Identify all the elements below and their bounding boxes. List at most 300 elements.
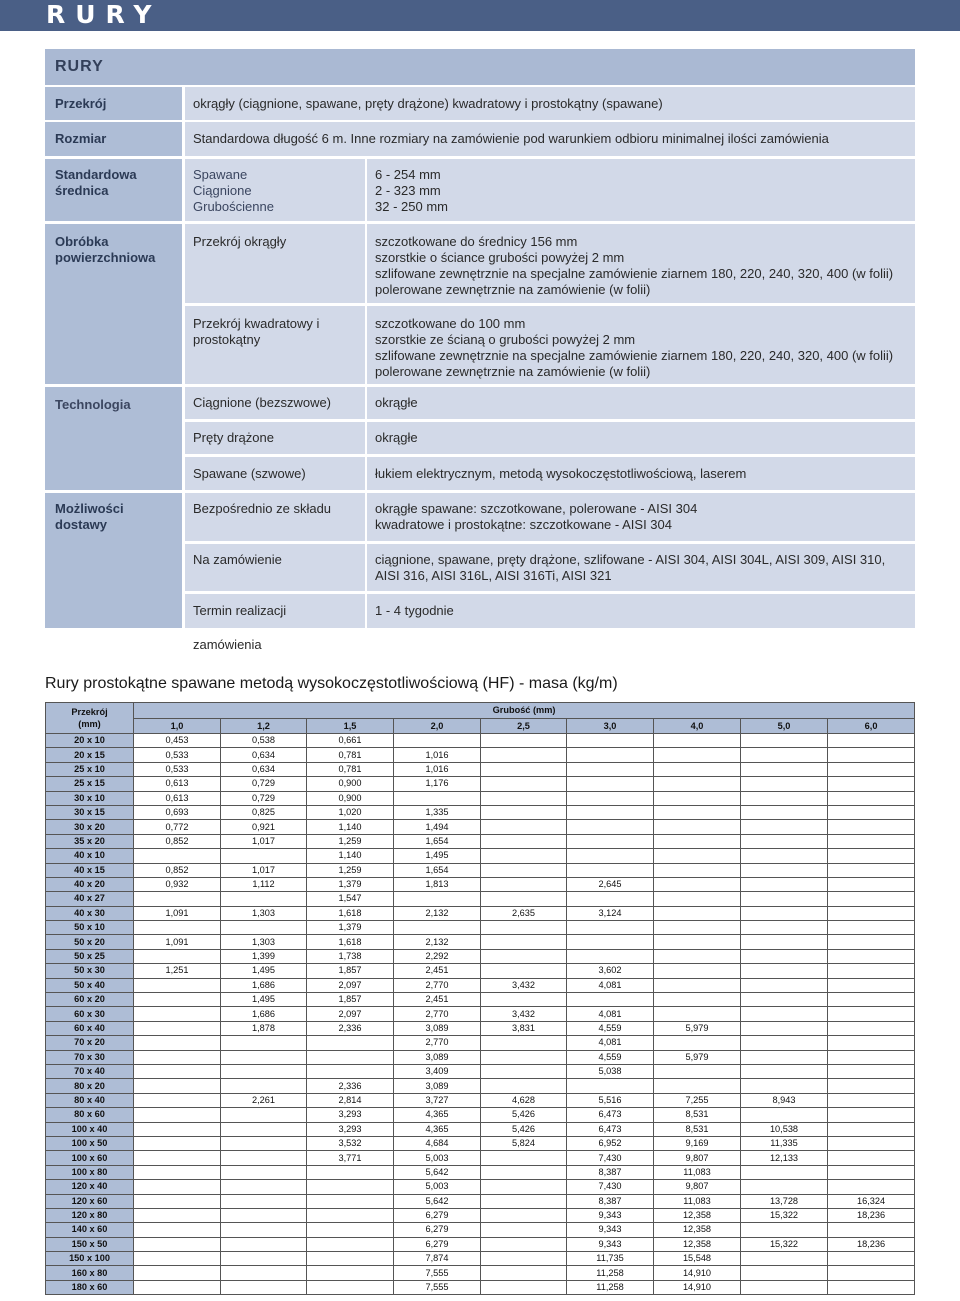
table-row [46,1036,915,1050]
row-size: 40 x 30 [46,906,134,920]
weight-cell [221,1208,307,1222]
weight-cell: 0,634 [221,748,307,762]
row-size: 70 x 40 [46,1064,134,1078]
weight-cell [741,1007,828,1021]
row-size: 25 x 15 [46,777,134,791]
weight-cell [481,849,567,863]
thickness-header: 3,0 [567,719,654,734]
weight-cell [567,791,654,805]
weight-cell [828,906,915,920]
weight-cell [828,877,915,891]
weight-cell [134,1237,221,1251]
weight-cell: 3,089 [394,1079,481,1093]
weight-cell: 1,379 [307,877,394,891]
thickness-header: 1,0 [134,719,221,734]
weight-cell: 2,097 [307,1007,394,1021]
weight-cell [221,1180,307,1194]
weight-cell [481,1036,567,1050]
weight-cell: 5,824 [481,1136,567,1150]
table-row [46,993,915,1007]
weight-cell: 0,661 [307,734,394,748]
weight-cell [654,849,741,863]
corner-line: Przekrój [71,707,108,717]
weight-cell [828,1007,915,1021]
label-line: Przekrój kwadratowy i [193,316,320,331]
weight-cell [741,1252,828,1266]
header-bar [0,0,960,31]
spec-heading: RURY [45,49,915,85]
table-row [46,734,915,748]
weight-cell: 9,343 [567,1223,654,1237]
weight-cell [828,791,915,805]
weight-cell: 1,251 [134,964,221,978]
row-size: 50 x 20 [46,935,134,949]
weight-cell: 6,279 [394,1237,481,1251]
weight-cell [654,820,741,834]
weight-cell [481,892,567,906]
weight-cell: 1,303 [221,935,307,949]
weight-cell [741,1280,828,1294]
weight-cell: 1,878 [221,1021,307,1035]
weight-cell [741,805,828,819]
weight-cell [741,762,828,776]
weight-cell: 1,303 [221,906,307,920]
weight-cell: 4,081 [567,1007,654,1021]
weight-cell [654,964,741,978]
weight-cell [567,748,654,762]
weight-cell [134,1165,221,1179]
weight-cell [567,734,654,748]
weight-cell [307,1223,394,1237]
weight-cell: 0,729 [221,777,307,791]
weight-cell [134,1079,221,1093]
type-line: Ciągnione [193,183,252,198]
table-row [46,762,915,776]
weight-cell [741,791,828,805]
weight-cell: 0,852 [134,834,221,848]
weight-cell: 1,857 [307,964,394,978]
thickness-header: 1,5 [307,719,394,734]
obrobka-square-label [185,306,365,384]
row-size: 50 x 10 [46,921,134,935]
weight-cell: 7,430 [567,1180,654,1194]
table-row [46,777,915,791]
weight-cell: 2,336 [307,1079,394,1093]
weight-cell: 0,533 [134,748,221,762]
weight-cell [828,1079,915,1093]
weight-cell [481,877,567,891]
weight-cell: 9,343 [567,1237,654,1251]
weight-cell [134,849,221,863]
weight-cell: 0,729 [221,791,307,805]
weight-cell [134,1136,221,1150]
type-line: Grubościenne [193,199,274,214]
weight-cell [828,1093,915,1107]
technologia-value: okrągłe [367,422,915,454]
weight-cell: 1,738 [307,949,394,963]
table-row [46,849,915,863]
weight-cell [567,820,654,834]
weight-cell: 0,533 [134,762,221,776]
weight-cell: 0,538 [221,734,307,748]
row-size: 100 x 80 [46,1165,134,1179]
weight-cell [481,777,567,791]
weight-cell [654,762,741,776]
weight-cell: 1,016 [394,762,481,776]
weight-cell [134,1093,221,1107]
table-row [46,949,915,963]
weight-cell: 2,132 [394,906,481,920]
weight-cell [134,1021,221,1035]
label-line: Obróbka [55,234,109,249]
technologia-type: Ciągnione (bezszwowe) [185,387,365,419]
technologia-value: łukiem elektrycznym, metodą wysokoczęstotliwościową, laserem [367,457,915,490]
weight-cell [828,777,915,791]
table-row [46,1194,915,1208]
table-row [46,1050,915,1064]
weight-cell: 3,293 [307,1108,394,1122]
weight-cell: 0,932 [134,877,221,891]
weight-cell [134,921,221,935]
weight-cell: 0,781 [307,762,394,776]
weight-cell: 3,089 [394,1050,481,1064]
row-size: 160 x 80 [46,1266,134,1280]
weight-cell [134,978,221,992]
thickness-header: 6,0 [828,719,915,734]
weight-cell [741,1050,828,1064]
weight-cell [741,906,828,920]
weight-cell [741,1223,828,1237]
table-row [46,1165,915,1179]
weight-cell [741,849,828,863]
weight-cell [221,1252,307,1266]
corner-header [46,703,134,734]
table-row [46,791,915,805]
weight-cell [481,834,567,848]
weight-cell [654,949,741,963]
weight-cell: 4,365 [394,1108,481,1122]
zamowienie-values [367,544,915,591]
table-row [46,1280,915,1294]
weight-cell: 5,003 [394,1151,481,1165]
table-row [46,1108,915,1122]
weight-cell [828,863,915,877]
weight-cell: 7,555 [394,1266,481,1280]
weight-cell [481,1208,567,1222]
weight-cell: 2,132 [394,935,481,949]
weight-cell [567,921,654,935]
weight-cell [654,791,741,805]
weight-cell [481,1079,567,1093]
row-size: 60 x 20 [46,993,134,1007]
weight-cell [307,1036,394,1050]
weight-cell: 3,532 [307,1136,394,1150]
weight-cell [654,834,741,848]
weight-cell: 4,684 [394,1136,481,1150]
weight-cell: 5,038 [567,1064,654,1078]
weight-cell [654,1079,741,1093]
weight-cell [221,1079,307,1093]
technologia-type: Spawane (szwowe) [185,457,365,490]
rozmiar-label: Rozmiar [45,122,182,156]
weight-cell: 1,618 [307,935,394,949]
dostawy-label [45,493,182,628]
weight-cell [481,1180,567,1194]
weight-cell [221,1223,307,1237]
weight-cell: 8,531 [654,1108,741,1122]
table-row [46,1223,915,1237]
row-size: 100 x 40 [46,1122,134,1136]
weights-table-wrap [45,702,914,1295]
table-row [46,978,915,992]
weight-cell: 2,451 [394,964,481,978]
row-size: 140 x 60 [46,1223,134,1237]
label-line: prostokątny [193,332,261,347]
weight-cell: 15,548 [654,1252,741,1266]
weight-cell: 0,921 [221,820,307,834]
row-size: 50 x 40 [46,978,134,992]
obrobka-line: szczotkowane do 100 mm [375,316,526,331]
weight-cell [741,748,828,762]
technologia-label: Technologia [45,387,182,490]
weight-cell: 2,635 [481,906,567,920]
weight-cell [828,820,915,834]
weight-cell: 5,642 [394,1194,481,1208]
weight-cell [134,993,221,1007]
weight-cell [134,1280,221,1294]
weight-cell [134,1050,221,1064]
weight-cell: 11,735 [567,1252,654,1266]
weight-cell [134,1252,221,1266]
weight-cell [394,921,481,935]
weight-cell [828,834,915,848]
weight-cell: 0,453 [134,734,221,748]
weight-cell: 0,613 [134,777,221,791]
weight-cell [828,892,915,906]
weight-cell: 3,727 [394,1093,481,1107]
thickness-header: 2,0 [394,719,481,734]
weight-cell: 0,772 [134,820,221,834]
weight-cell: 5,426 [481,1108,567,1122]
weight-cell [307,1252,394,1266]
weight-cell [134,892,221,906]
label-line: średnica [55,183,109,198]
weight-cell: 7,430 [567,1151,654,1165]
weight-cell: 0,900 [307,777,394,791]
sklad-values [367,493,915,541]
range-line: 6 - 254 mm [375,167,441,182]
row-size: 60 x 30 [46,1007,134,1021]
row-size: 120 x 40 [46,1180,134,1194]
weight-cell [654,1064,741,1078]
table-row [46,1079,915,1093]
weight-cell [654,993,741,1007]
weight-cell [481,1280,567,1294]
weight-cell: 14,910 [654,1280,741,1294]
weight-cell [654,921,741,935]
weight-cell [481,935,567,949]
weight-cell [828,805,915,819]
dostawy-line: kwadratowe i prostokątne: szczotkowane - AISI 304 [375,517,672,532]
range-line: 32 - 250 mm [375,199,448,214]
weight-cell [828,849,915,863]
dostawy-line: ciągnione, spawane, pręty drążone, szlifowane - AISI 304, AISI 304L, AISI 309, AISI 310, [375,552,886,567]
weight-cell [741,834,828,848]
weight-cell [567,863,654,877]
weight-cell [828,1165,915,1179]
weight-cell [654,863,741,877]
weight-cell: 0,613 [134,791,221,805]
thickness-header: 2,5 [481,719,567,734]
weight-cell [654,935,741,949]
weight-cell [481,1050,567,1064]
row-size: 80 x 20 [46,1079,134,1093]
label-line: Standardowa [55,167,137,182]
row-size: 30 x 20 [46,820,134,834]
weight-cell [654,877,741,891]
weight-cell: 5,003 [394,1180,481,1194]
weight-cell: 2,336 [307,1021,394,1035]
weight-cell [567,834,654,848]
weight-cell: 1,495 [394,849,481,863]
obrobka-line: szorstkie o ściance grubości powyżej 2 mm [375,250,625,265]
weight-cell [828,1036,915,1050]
weight-cell [481,1252,567,1266]
weight-cell: 1,686 [221,1007,307,1021]
weight-cell [567,935,654,949]
corner-line: (mm) [78,719,101,729]
row-size: 120 x 60 [46,1194,134,1208]
weight-cell [394,892,481,906]
weight-cell [828,1136,915,1150]
weight-cell [307,1208,394,1222]
weight-cell: 1,686 [221,978,307,992]
weight-cell [221,849,307,863]
weight-cell: 0,693 [134,805,221,819]
weight-cell: 1,494 [394,820,481,834]
weight-cell: 10,538 [741,1122,828,1136]
weight-cell: 1,495 [221,964,307,978]
weight-cell: 1,654 [394,863,481,877]
weight-cell [654,1007,741,1021]
weight-cell [221,1280,307,1294]
weight-cell: 12,133 [741,1151,828,1165]
weight-cell [134,1151,221,1165]
weight-cell: 5,426 [481,1122,567,1136]
table-row [46,748,915,762]
weight-cell: 2,814 [307,1093,394,1107]
table-row [46,805,915,819]
weight-cell: 5,979 [654,1050,741,1064]
obrobka-square-values [367,306,915,384]
weight-cell [654,777,741,791]
table-row [46,1151,915,1165]
weight-cell: 8,387 [567,1165,654,1179]
weight-cell [828,1252,915,1266]
thickness-header-row [46,719,915,734]
weight-cell: 2,770 [394,978,481,992]
weight-cell [741,1021,828,1035]
weight-cell: 0,900 [307,791,394,805]
weight-cell [654,748,741,762]
dostawy-line: AISI 316, AISI 316L, AISI 316Ti, AISI 321 [375,568,612,583]
srednica-types [185,159,365,221]
obrobka-line: polerowane zewnętrznie na zamówienie (w folii) [375,364,651,379]
weight-cell [828,1151,915,1165]
zamowienie-label: Na zamówienie [185,544,365,591]
weight-cell [567,892,654,906]
weight-cell [567,993,654,1007]
weight-cell [394,791,481,805]
table-row [46,935,915,949]
row-size: 70 x 20 [46,1036,134,1050]
table-row [46,921,915,935]
weight-cell: 14,910 [654,1266,741,1280]
table-row [46,1122,915,1136]
przekroj-label: Przekrój [45,87,182,120]
weight-cell: 11,258 [567,1266,654,1280]
weight-cell: 9,343 [567,1208,654,1222]
row-size: 80 x 60 [46,1108,134,1122]
obrobka-line: szczotkowane do średnicy 156 mm [375,234,578,249]
weight-cell: 0,852 [134,863,221,877]
weight-cell [828,1050,915,1064]
weight-cell [221,1136,307,1150]
row-size: 50 x 30 [46,964,134,978]
weight-cell: 1,259 [307,863,394,877]
weight-cell [741,949,828,963]
obrobka-line: szorstkie ze ścianą o grubości powyżej 2 mm [375,332,636,347]
weight-cell [828,993,915,1007]
weight-cell [481,791,567,805]
weight-cell [134,1208,221,1222]
weight-cell [654,734,741,748]
range-line: 2 - 323 mm [375,183,441,198]
row-size: 40 x 15 [46,863,134,877]
weight-cell [221,892,307,906]
weight-cell [221,1108,307,1122]
srednica-label [45,159,182,221]
weight-cell [134,1180,221,1194]
weight-cell [221,1036,307,1050]
row-size: 20 x 15 [46,748,134,762]
obrobka-round-label: Przekrój okrągły [185,224,365,303]
weight-cell [221,1122,307,1136]
weight-cell [741,863,828,877]
thickness-header: 4,0 [654,719,741,734]
row-size: 40 x 27 [46,892,134,906]
weight-cell: 0,825 [221,805,307,819]
weight-cell [741,1036,828,1050]
weight-cell: 1,140 [307,849,394,863]
table-row [46,1237,915,1251]
weight-cell: 11,258 [567,1280,654,1294]
weight-cell [654,805,741,819]
weight-cell [481,1266,567,1280]
weight-cell: 9,807 [654,1180,741,1194]
table-row [46,1007,915,1021]
weight-cell: 12,358 [654,1237,741,1251]
label-line: powierzchniowa [55,250,156,265]
weight-cell [307,1180,394,1194]
weight-cell: 16,324 [828,1194,915,1208]
weight-cell [828,978,915,992]
weight-cell: 15,322 [741,1208,828,1222]
weight-cell: 1,399 [221,949,307,963]
srednica-ranges [367,159,915,221]
weight-cell [481,1194,567,1208]
weight-cell: 3,831 [481,1021,567,1035]
